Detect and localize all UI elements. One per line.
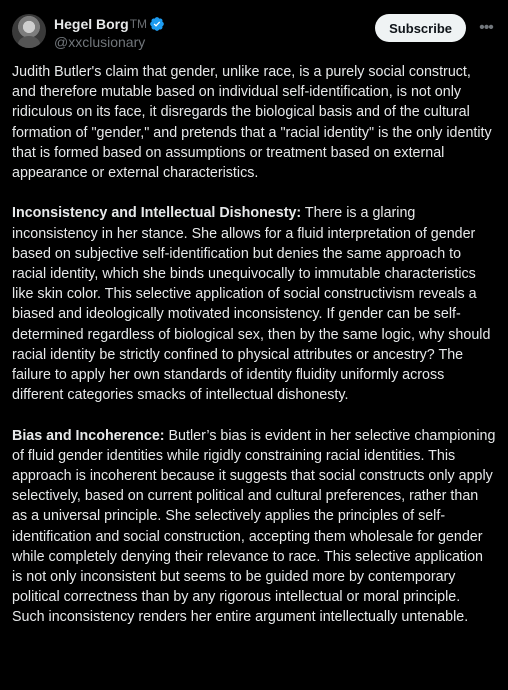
text-bias: Butler’s bias is evident in her selective championing of fluid gender identities while rigidly constraining racial identities. This approach is incoherent because it suggests that social constructs only apply selectively, based on current political and cultural preferences, rather than as a universal principle. She selectively applies the principles of self-identification and social construction, accepting them wholesale for gender while completely denying their relevance to race. This selective application is not only inconsistent but seems to be guided more by contemporary political correctness than by any rigorous intellectual or moral principle. Such inconsistency renders her entire argument intellectually untenable. — [12, 427, 496, 626]
post-body — [12, 62, 496, 648]
subscribe-button[interactable]: Subscribe — [375, 14, 466, 42]
avatar[interactable] — [12, 14, 46, 48]
paragraph-inconsistency — [12, 203, 496, 405]
text-inconsistency: There is a glaring inconsistency in her stance. She allows for a fluid interpretation of gender based on subjective self-identification but denies the same approach to racial identity, which she binds unequivocally to immutable characteristics like skin color. This selective application of social constructivism reveals a biased and ideologically motivated inconsistency. If gender can be self-determined regardless of biological sex, then by the same logic, why should racial identity be strictly confined to physical attributes or ancestry? The failure to apply her own standards of identity fluidity uniformly across different categories smacks of intellectual dishonesty. — [12, 205, 491, 404]
more-horizontal-icon[interactable]: ••• — [479, 19, 493, 36]
author-handle[interactable]: @xxclusionary — [54, 34, 146, 50]
post-header — [12, 12, 496, 52]
name-row — [54, 15, 165, 33]
author-info — [54, 15, 165, 50]
heading-inconsistency: Inconsistency and Intellectual Dishonesty: — [12, 205, 302, 222]
display-name[interactable]: Hegel Borg — [54, 16, 129, 32]
paragraph-bias — [12, 426, 496, 628]
paragraph-intro: Judith Butler's claim that gender, unlike race, is a purely social construct, and therefore mutable based on individual self-identification, is not only ridiculous on its face, it disregards the biological basis and of the cultural formation of "gender," and pretends that a "racial identity" is the only identity that is formed based on assumptions or treatment based on external appearance or external characteristics. — [12, 64, 492, 182]
verified-badge-icon — [149, 16, 165, 32]
trademark-label: TM — [129, 17, 148, 31]
heading-bias: Bias and Incoherence: — [12, 427, 165, 444]
